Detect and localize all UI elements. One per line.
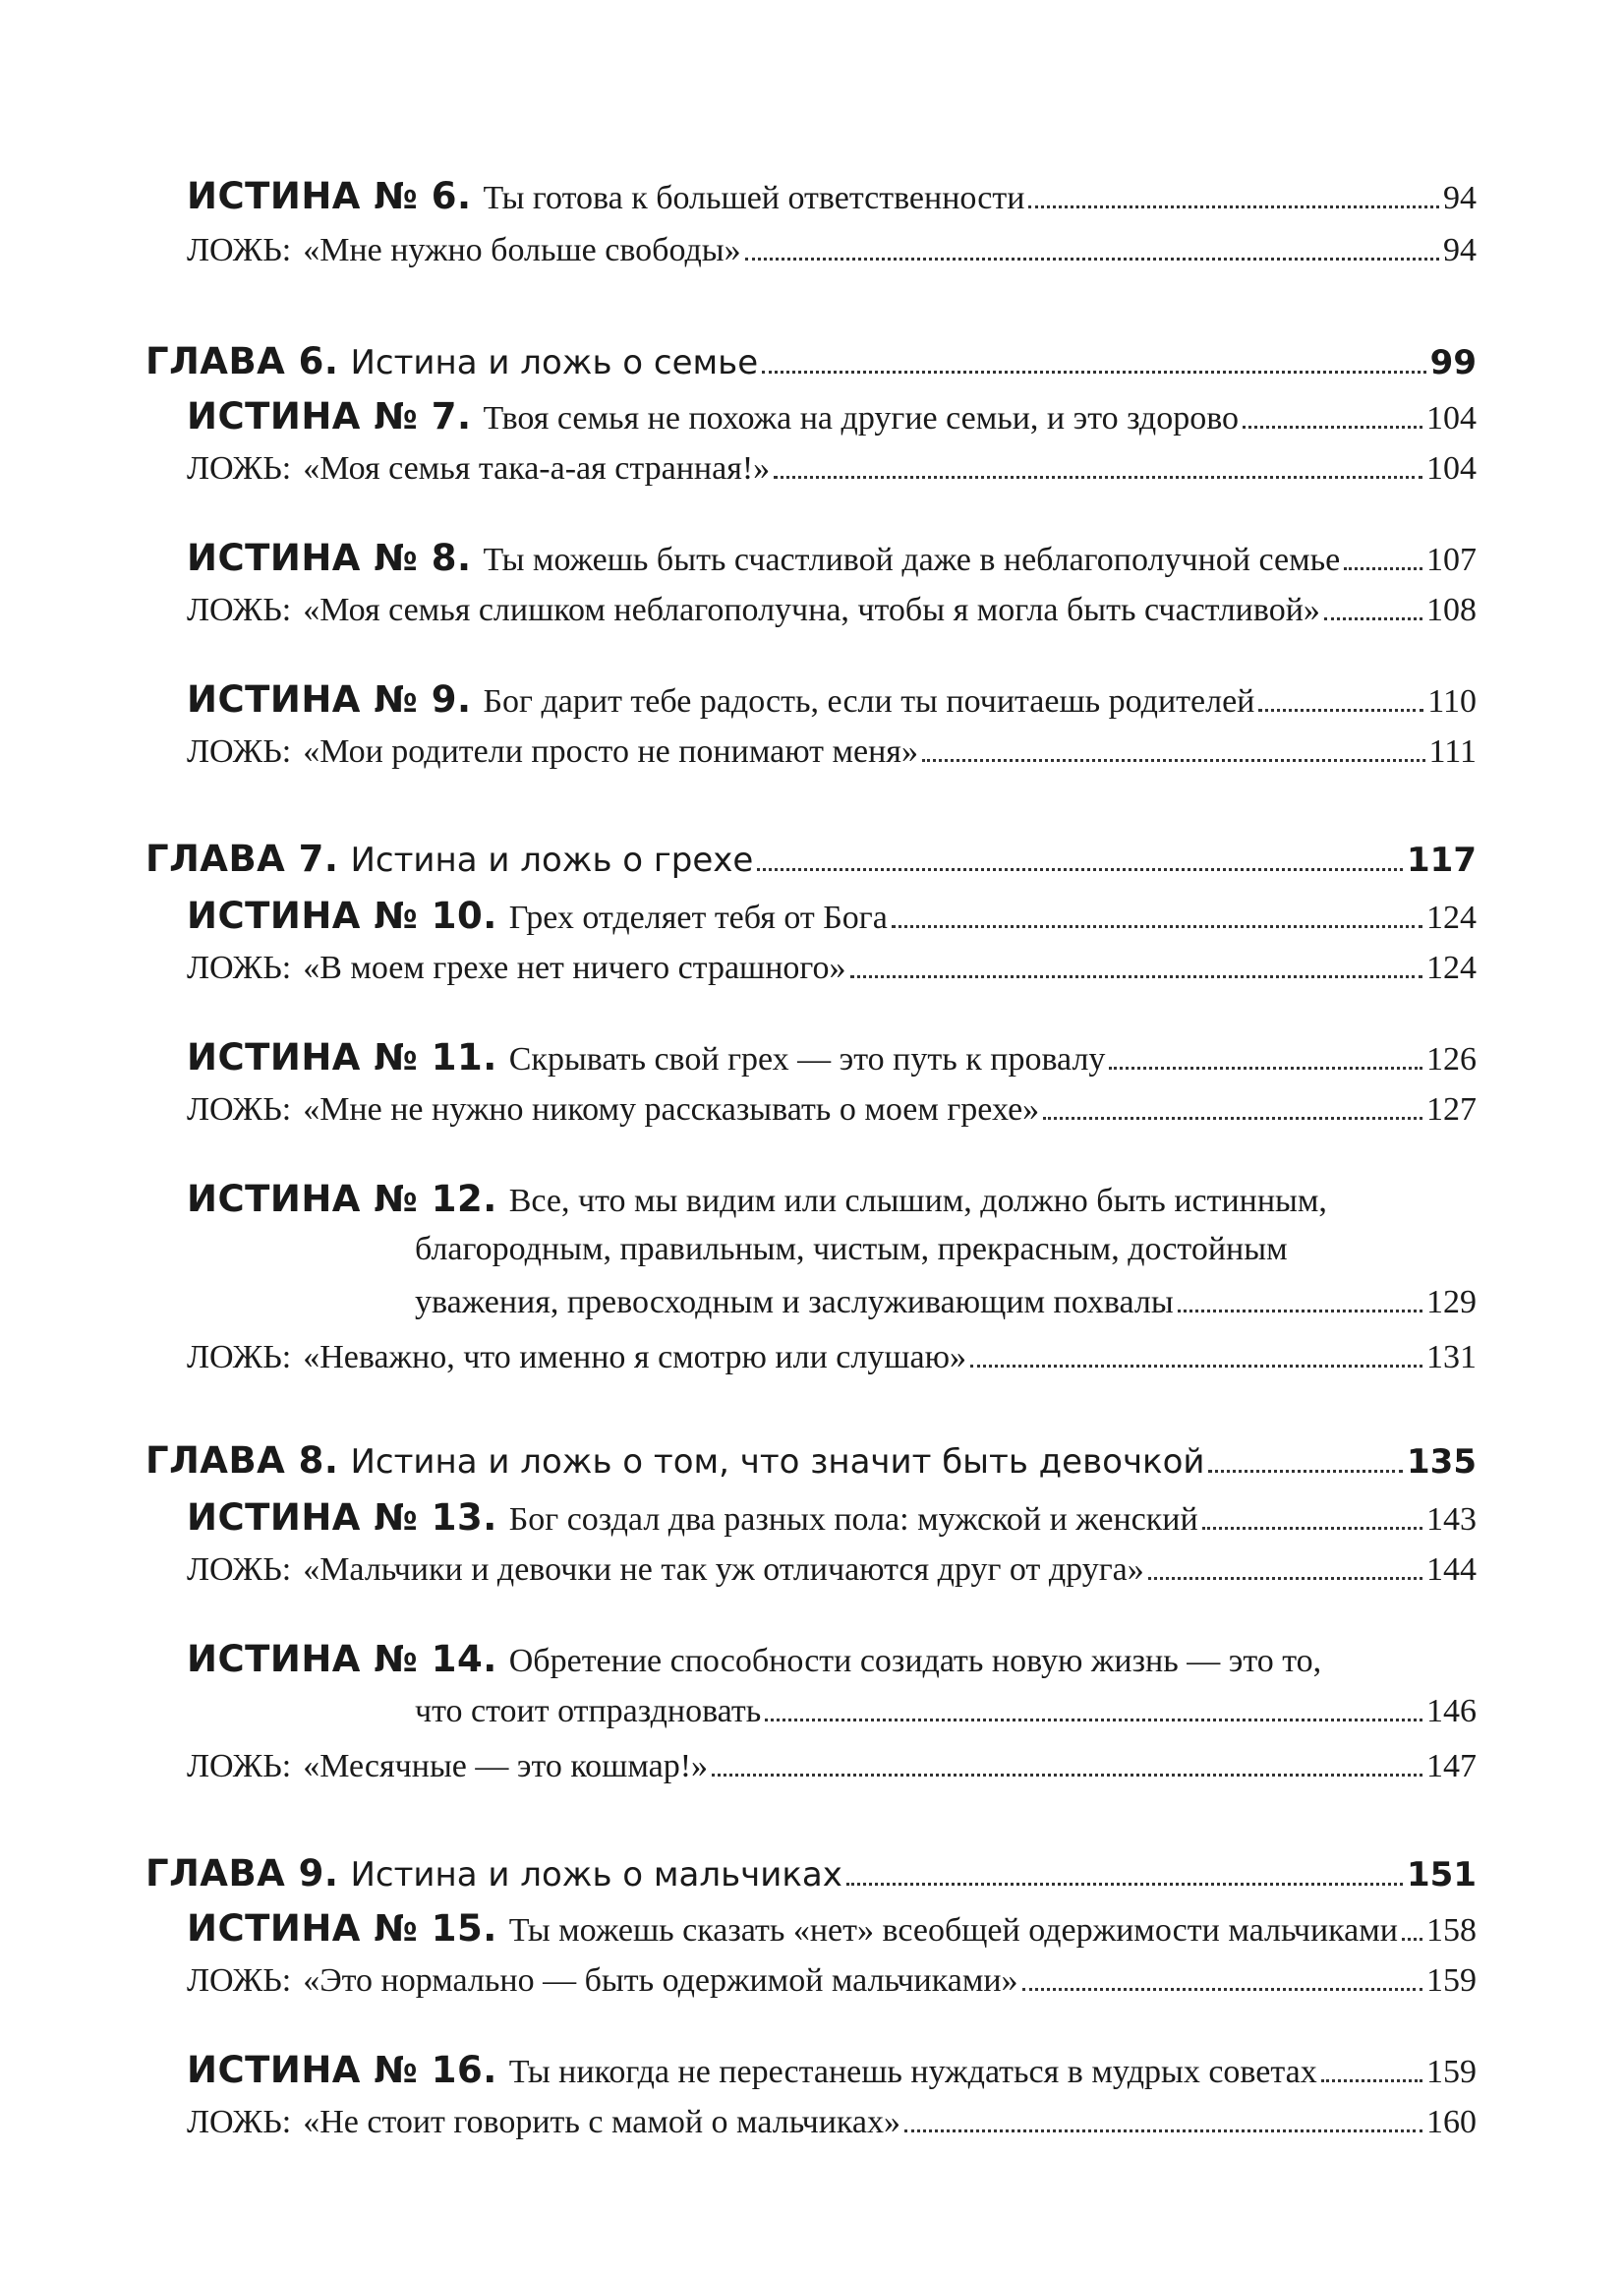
dot-leader bbox=[1178, 1310, 1422, 1312]
entry-text: Скрывать свой грех — это путь к провалу bbox=[508, 1041, 1106, 1078]
toc-truth-entry bbox=[187, 2049, 1477, 2091]
lie-label: ЛОЖЬ: bbox=[187, 733, 292, 770]
chapter-label: ГЛАВА 7. bbox=[145, 838, 339, 880]
toc-lie-entry bbox=[187, 1962, 1477, 2000]
entry-text: «Мои родители просто не понимают меня» bbox=[303, 733, 918, 770]
entry-text: «Мальчики и девочки не так уж отличаются друг от друга» bbox=[303, 1551, 1144, 1588]
entry-text: Ты можешь сказать «нет» всеобщей одержимости мальчиками bbox=[508, 1912, 1398, 1949]
page-number: 151 bbox=[1407, 1855, 1477, 1895]
entry-text: Бог дарит тебе радость, если ты почитаешь родителей bbox=[483, 683, 1255, 720]
page-number: 99 bbox=[1429, 343, 1477, 382]
page-number: 124 bbox=[1426, 950, 1477, 986]
entry-text-continued: благородным, правильным, чистым, прекрасным, достойным bbox=[415, 1231, 1288, 1267]
lie-label: ЛОЖЬ: bbox=[187, 1339, 292, 1375]
dot-leader bbox=[970, 1365, 1422, 1368]
entry-text: «Месячные — это кошмар!» bbox=[303, 1748, 709, 1784]
dot-leader bbox=[774, 476, 1422, 479]
toc-truth-entry bbox=[187, 895, 1477, 937]
toc-lie-entry bbox=[187, 1748, 1477, 1785]
page-number: 117 bbox=[1407, 841, 1477, 880]
entry-text: «Мне нужно больше свободы» bbox=[303, 232, 741, 268]
entry-text: «Неважно, что именно я смотрю или слушаю» bbox=[303, 1339, 966, 1375]
toc-lie-entry bbox=[187, 1551, 1477, 1589]
lie-label: ЛОЖЬ: bbox=[187, 450, 292, 487]
page-number: 159 bbox=[1426, 1962, 1477, 1999]
page-number: 144 bbox=[1426, 1551, 1477, 1588]
entry-text-continued: что стоит отпраздновать bbox=[415, 1693, 762, 1729]
toc-truth-entry bbox=[187, 1907, 1477, 1950]
page-number: 110 bbox=[1427, 683, 1477, 720]
chapter-label: ГЛАВА 8. bbox=[145, 1439, 339, 1482]
entry-text: «Моя семья слишком неблагополучна, чтобы я могла быть счастливой» bbox=[303, 592, 1320, 628]
entry-text: «Моя семья така-а-ая странная!» bbox=[303, 450, 771, 487]
page-number: 159 bbox=[1426, 2054, 1477, 2090]
dot-leader bbox=[1022, 1988, 1422, 1991]
lie-label: ЛОЖЬ: bbox=[187, 950, 292, 986]
dot-leader bbox=[1109, 1067, 1422, 1070]
page-number: 147 bbox=[1426, 1748, 1477, 1784]
truth-label: ИСТИНА № 8. bbox=[187, 537, 472, 579]
chapter-title: Истина и ложь о мальчиках bbox=[350, 1855, 842, 1895]
toc-truth-entry bbox=[187, 678, 1477, 721]
toc-truth-entry-end bbox=[415, 1284, 1477, 1321]
toc-truth-entry bbox=[187, 175, 1477, 217]
toc-truth-entry bbox=[187, 395, 1477, 437]
chapter-title: Истина и ложь о том, что значит быть девочкой bbox=[350, 1442, 1205, 1482]
dot-leader bbox=[765, 1719, 1422, 1721]
toc-truth-entry bbox=[187, 1178, 1477, 1220]
lie-label: ЛОЖЬ: bbox=[187, 1748, 292, 1784]
toc-lie-entry bbox=[187, 2104, 1477, 2141]
page-number: 108 bbox=[1426, 592, 1477, 628]
toc-truth-entry bbox=[187, 1036, 1477, 1079]
toc-lie-entry bbox=[187, 1091, 1477, 1129]
dot-leader bbox=[1043, 1117, 1422, 1120]
entry-text: Грех отделяет тебя от Бога bbox=[508, 900, 888, 936]
toc-lie-entry bbox=[187, 450, 1477, 488]
dot-leader bbox=[1243, 426, 1422, 429]
entry-text: Твоя семья не похожа на другие семьи, и это здорово bbox=[483, 400, 1240, 437]
dot-leader bbox=[712, 1774, 1422, 1777]
entry-text: Все, что мы видим или слышим, должно быть истинным, bbox=[508, 1183, 1327, 1219]
dot-leader bbox=[850, 975, 1422, 978]
dot-leader bbox=[1258, 709, 1423, 712]
truth-label: ИСТИНА № 7. bbox=[187, 395, 472, 437]
toc-lie-entry bbox=[187, 592, 1477, 629]
truth-label: ИСТИНА № 15. bbox=[187, 1907, 497, 1950]
truth-label: ИСТИНА № 6. bbox=[187, 175, 472, 217]
toc-truth-entry bbox=[187, 537, 1477, 579]
toc-chapter-entry bbox=[145, 340, 1477, 382]
truth-label: ИСТИНА № 16. bbox=[187, 2049, 497, 2091]
lie-label: ЛОЖЬ: bbox=[187, 2104, 292, 2140]
page-number: 104 bbox=[1426, 400, 1477, 437]
dot-leader bbox=[1321, 2079, 1422, 2082]
dot-leader bbox=[1344, 567, 1422, 570]
dot-leader bbox=[922, 759, 1425, 762]
truth-label: ИСТИНА № 12. bbox=[187, 1178, 497, 1220]
toc-lie-entry bbox=[187, 1339, 1477, 1376]
page-number: 160 bbox=[1426, 2104, 1477, 2140]
toc-truth-entry bbox=[187, 1496, 1477, 1539]
dot-leader bbox=[846, 1883, 1403, 1886]
dot-leader bbox=[1202, 1527, 1422, 1530]
entry-text: Обретение способности созидать новую жизнь — это то, bbox=[508, 1643, 1322, 1679]
entry-text: Ты никогда не перестанешь нуждаться в мудрых советах bbox=[508, 2054, 1317, 2090]
entry-text: «Мне не нужно никому рассказывать о моем грехе» bbox=[303, 1091, 1040, 1128]
dot-leader bbox=[904, 2129, 1422, 2132]
dot-leader bbox=[1324, 617, 1422, 620]
page-number: 94 bbox=[1443, 232, 1477, 268]
dot-leader bbox=[757, 868, 1403, 871]
page-number: 126 bbox=[1426, 1041, 1477, 1078]
page-number: 124 bbox=[1426, 900, 1477, 936]
page-number: 127 bbox=[1426, 1091, 1477, 1128]
page-number: 143 bbox=[1426, 1501, 1477, 1538]
truth-label: ИСТИНА № 13. bbox=[187, 1496, 497, 1539]
toc-chapter-entry bbox=[145, 838, 1477, 880]
truth-label: ИСТИНА № 10. bbox=[187, 895, 497, 937]
page-number: 131 bbox=[1426, 1339, 1477, 1375]
lie-label: ЛОЖЬ: bbox=[187, 1091, 292, 1128]
dot-leader bbox=[1208, 1470, 1403, 1473]
toc-truth-entry bbox=[187, 1638, 1477, 1680]
entry-text: Ты готова к большей ответственности bbox=[483, 180, 1025, 216]
toc-lie-entry bbox=[187, 232, 1477, 269]
page-number: 158 bbox=[1426, 1912, 1477, 1949]
page-number: 111 bbox=[1428, 733, 1477, 770]
entry-text: Ты можешь быть счастливой даже в неблагополучной семье bbox=[483, 542, 1341, 578]
dot-leader bbox=[1028, 205, 1439, 208]
toc-truth-entry-end bbox=[415, 1693, 1477, 1730]
lie-label: ЛОЖЬ: bbox=[187, 592, 292, 628]
entry-text: «Не стоит говорить с мамой о мальчиках» bbox=[303, 2104, 901, 2140]
dot-leader bbox=[892, 925, 1422, 928]
dot-leader bbox=[1402, 1938, 1422, 1941]
entry-text: «Это нормально — быть одержимой мальчиками» bbox=[303, 1962, 1018, 1999]
chapter-title: Истина и ложь о грехе bbox=[350, 841, 754, 880]
toc-chapter-entry bbox=[145, 1439, 1477, 1482]
toc-lie-entry bbox=[187, 950, 1477, 987]
page-number: 94 bbox=[1443, 180, 1477, 216]
truth-label: ИСТИНА № 11. bbox=[187, 1036, 497, 1079]
lie-label: ЛОЖЬ: bbox=[187, 232, 292, 268]
dot-leader bbox=[745, 258, 1439, 261]
lie-label: ЛОЖЬ: bbox=[187, 1551, 292, 1588]
page-number: 107 bbox=[1426, 542, 1477, 578]
entry-text: «В моем грехе нет ничего страшного» bbox=[303, 950, 846, 986]
toc-chapter-entry bbox=[145, 1852, 1477, 1895]
lie-label: ЛОЖЬ: bbox=[187, 1962, 292, 1999]
page-number: 135 bbox=[1407, 1442, 1477, 1482]
page-number: 104 bbox=[1426, 450, 1477, 487]
entry-text: Бог создал два разных пола: мужской и женский bbox=[508, 1501, 1198, 1538]
chapter-label: ГЛАВА 6. bbox=[145, 340, 339, 382]
dot-leader bbox=[1148, 1577, 1422, 1580]
entry-text-continued: уважения, превосходным и заслуживающим похвалы bbox=[415, 1284, 1174, 1320]
chapter-title: Истина и ложь о семье bbox=[350, 343, 759, 382]
chapter-label: ГЛАВА 9. bbox=[145, 1852, 339, 1895]
truth-label: ИСТИНА № 14. bbox=[187, 1638, 497, 1680]
page-number: 146 bbox=[1426, 1693, 1477, 1729]
dot-leader bbox=[762, 371, 1426, 374]
page-number: 129 bbox=[1426, 1284, 1477, 1320]
toc-lie-entry bbox=[187, 733, 1477, 771]
truth-label: ИСТИНА № 9. bbox=[187, 678, 472, 721]
